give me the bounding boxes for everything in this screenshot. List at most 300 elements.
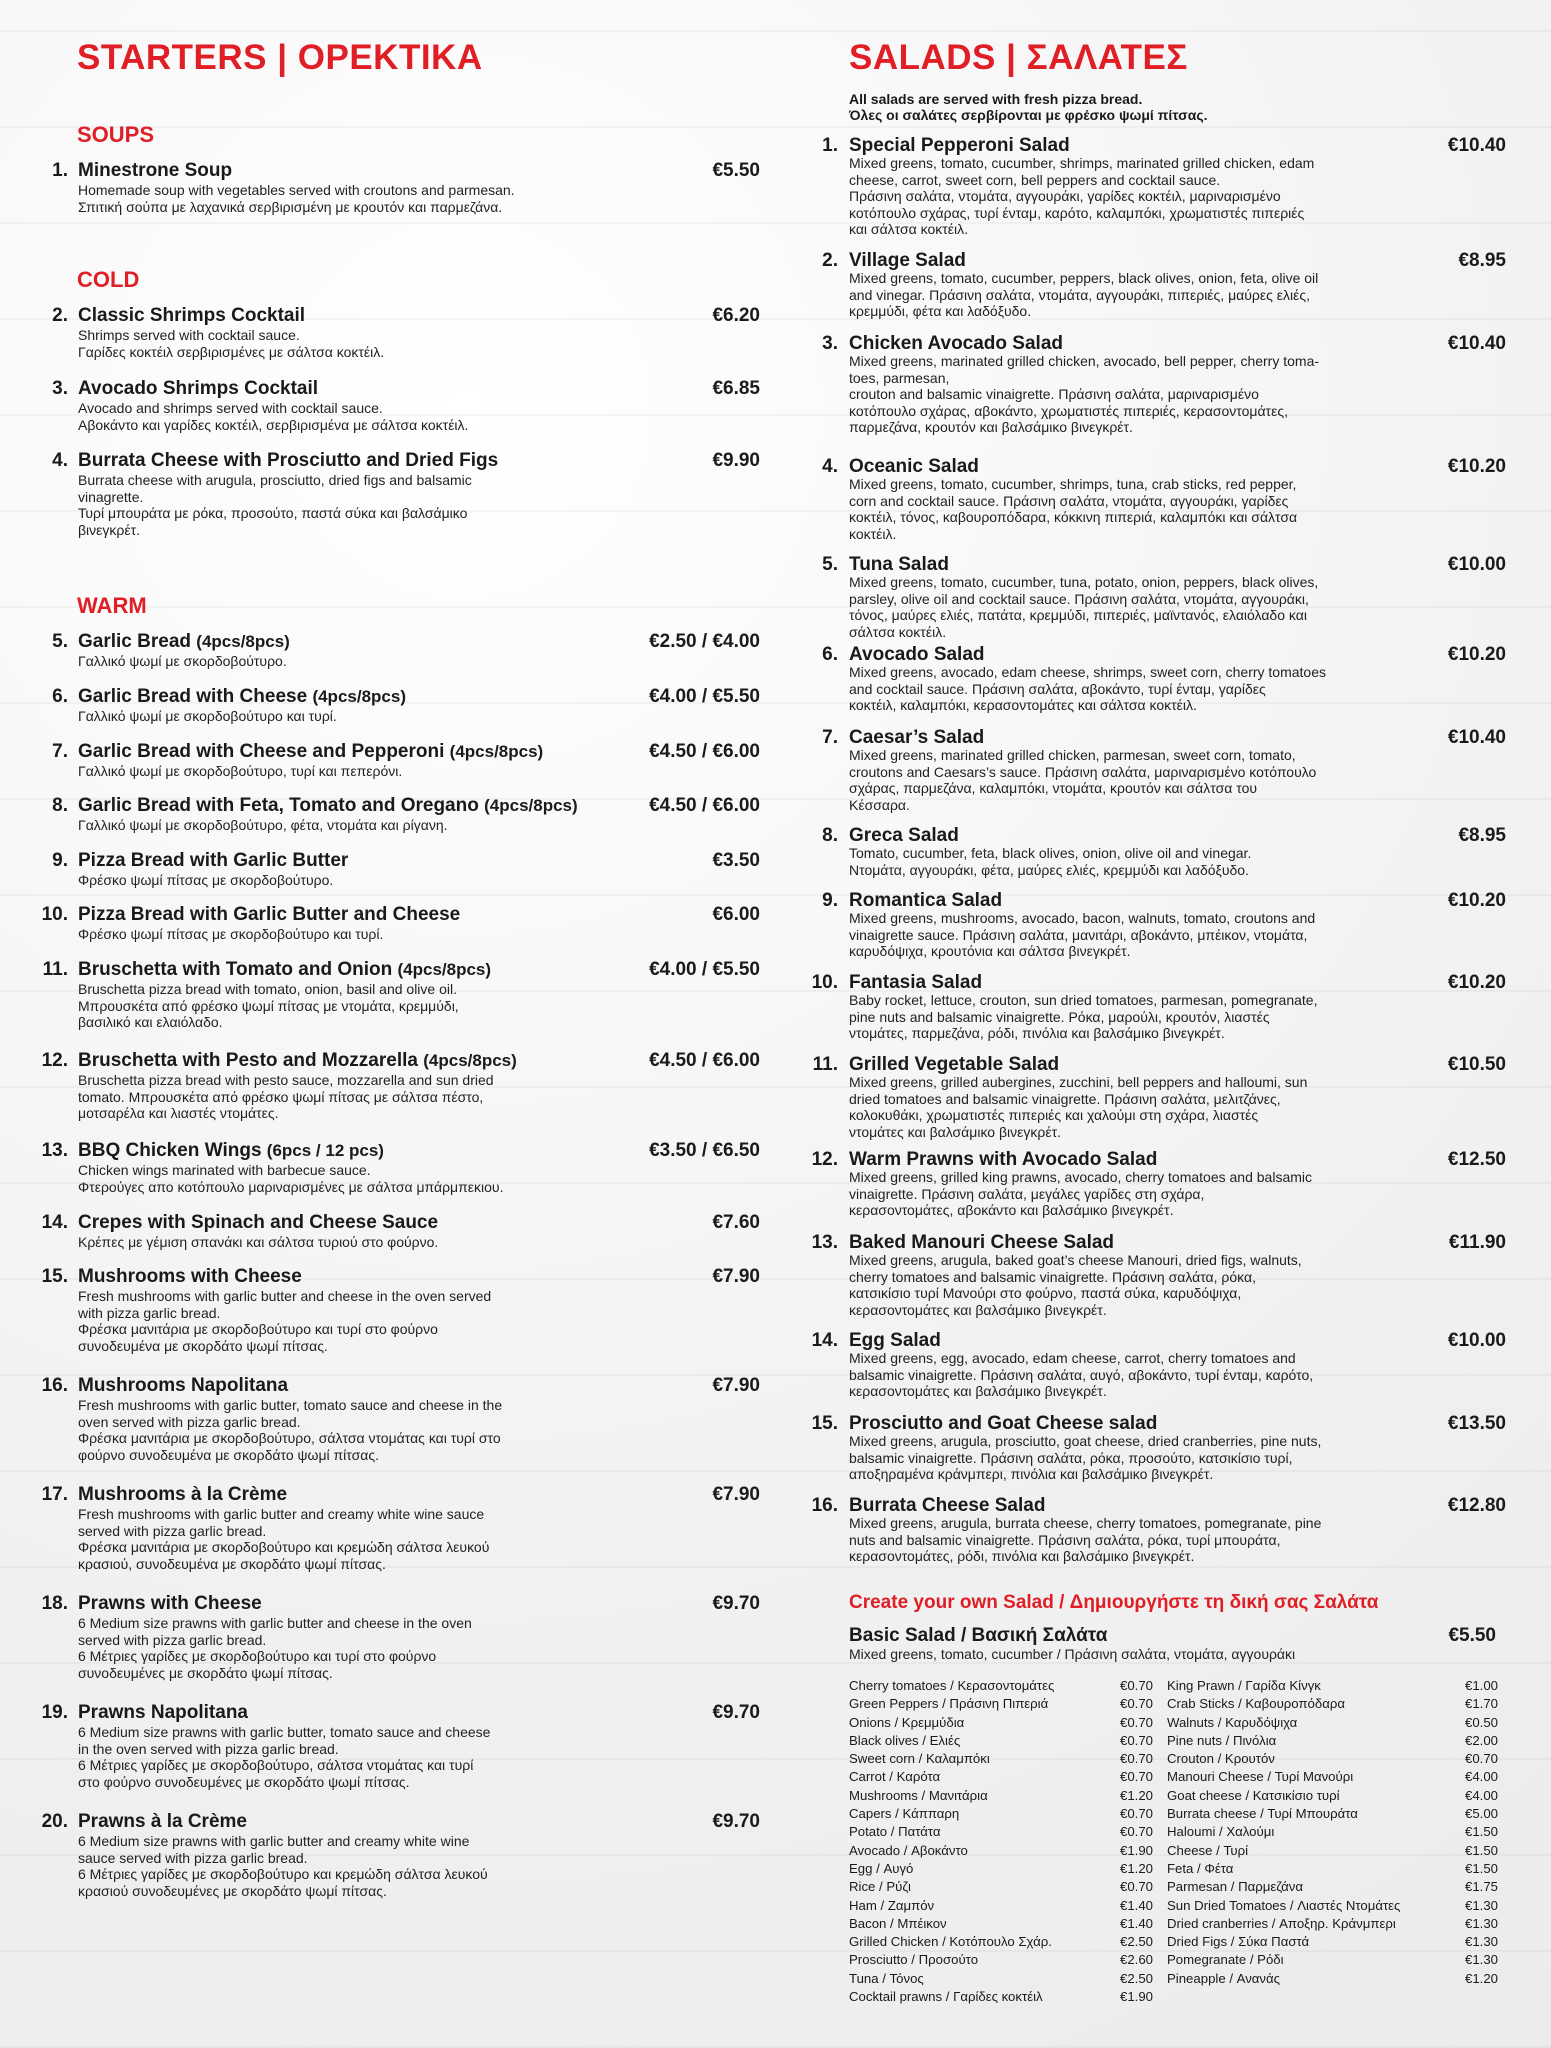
item-number: 8. (52, 795, 68, 816)
description-line: βινεγκρέτ. (78, 521, 141, 538)
item-number: 12. (41, 1050, 68, 1071)
item-number: 16. (811, 1495, 838, 1516)
item-name (78, 305, 305, 327)
description-line: Mixed greens, marinated grilled chicken, parmesan, sweet corn, tomato, (849, 747, 1296, 763)
extra-row (1167, 1933, 1498, 1951)
item-name (78, 631, 290, 653)
description-line: Φρέσκο ψωμί πίτσας με σκορδοβούτυρο και τυρί. (78, 926, 384, 942)
extra-row (849, 1732, 1153, 1750)
description-line: συνοδευμένες με σκορδάτο ψωμί πίτσας. (78, 1664, 333, 1681)
item-number: 5. (822, 554, 838, 575)
extra-row (849, 1988, 1153, 2006)
item-name-text: Classic Shrimps Cocktail (78, 305, 306, 326)
extra-name: Crab Sticks / Καβουροπόδαρα (1167, 1696, 1345, 1712)
item-price: €4.50 / €6.00 (649, 1050, 760, 1071)
extra-row (849, 1915, 1153, 1933)
description-line: Mixed greens, tomato, cucumber, shrimps, marinated grilled chicken, edam (849, 155, 1315, 171)
item-name-text: Avocado Shrimps Cocktail (78, 378, 319, 399)
extra-row (1167, 1695, 1498, 1713)
item-description (78, 1397, 618, 1463)
item-description (849, 845, 1429, 878)
item-description (849, 1169, 1429, 1219)
item-price: €4.50 / €6.00 (649, 795, 760, 816)
extra-name: Goat cheese / Κατσικίσιο τυρί (1167, 1787, 1340, 1803)
item-name (78, 959, 491, 981)
item-number: 13. (811, 1232, 838, 1253)
description-line: κοκτέιλ, τόνος, καβουροπόδαρα, κόκκινη πιπεριά, καλαμπόκι και σάλτσα (849, 509, 1298, 525)
description-line: καρυδόψιχα, κρουτόνια και σάλτσα βινεγκρέτ. (849, 943, 1131, 959)
extra-row (1167, 1970, 1498, 1988)
item-description (78, 708, 618, 725)
item-description (78, 1072, 618, 1122)
item-number: 7. (52, 741, 68, 762)
item-name-text: Prawns Napolitana (78, 1702, 248, 1723)
item-number: 2. (52, 305, 68, 326)
item-number: 7. (822, 727, 838, 748)
description-line: Αβοκάντο και γαρίδες κοκτέιλ, σερβιρισμένα με σάλτσα κοκτέιλ. (78, 416, 469, 433)
item-number: 9. (822, 890, 838, 911)
item-name (78, 1593, 262, 1615)
description-line: φούρνο συνοδευμένα με σκορδάτο ψωμί πίτσας. (78, 1446, 379, 1463)
description-line: Chicken wings marinated with barbecue sauce. (78, 1162, 371, 1178)
extra-price: €2.00 (1464, 1732, 1498, 1748)
item-number: 18. (41, 1593, 68, 1614)
description-line: Bruschetta pizza bread with tomato, onion, basil and olive oil. (78, 981, 457, 997)
extra-row (849, 1878, 1153, 1896)
extra-row (849, 1787, 1153, 1805)
item-name: Baked Manouri Cheese Salad (849, 1232, 1115, 1253)
item-name: Warm Prawns with Avocado Salad (849, 1149, 1158, 1170)
description-line: Mixed greens, marinated grilled chicken, avocado, bell pepper, cherry toma- (849, 353, 1320, 369)
description-line: Burrata cheese with arugula, prosciutto, dried figs and balsamic (78, 472, 472, 488)
item-number: 13. (41, 1140, 68, 1161)
item-number: 11. (812, 1054, 838, 1075)
description-line: Κρέπες με γέμιση σπανάκι και σάλτσα τυριού στο φούρνο. (78, 1234, 439, 1250)
item-price: €7.90 (712, 1484, 760, 1505)
item-price: €13.50 (1447, 1413, 1506, 1434)
item-description (78, 1234, 618, 1251)
description-line: Πράσινη σαλάτα, ντομάτα, αγγουράκι, γαρίδες κοκτέιλ, μαριναρισμένο (849, 188, 1281, 204)
item-name (78, 378, 318, 400)
item-description (849, 1433, 1429, 1483)
description-line: Bruschetta pizza bread with pesto sauce, mozzarella and sun dried (78, 1072, 494, 1088)
item-name: Egg Salad (849, 1330, 941, 1351)
description-line: Mixed greens, arugula, baked goat’s cheese Manouri, dried figs, walnuts, (849, 1252, 1302, 1268)
extra-name: Walnuts / Καρυδόψιχα (1167, 1714, 1298, 1730)
item-description (78, 400, 618, 433)
item-description (849, 270, 1429, 320)
extra-row (1167, 1915, 1498, 1933)
extra-name: Cocktail prawns / Γαρίδες κοκτέιλ (849, 1989, 1043, 2005)
extras-list-left (849, 1677, 1153, 2006)
item-description (849, 992, 1429, 1042)
item-price: €7.90 (712, 1266, 760, 1287)
extra-row (1167, 1842, 1498, 1860)
extra-price: €0.50 (1464, 1714, 1498, 1730)
description-line: nuts and balsamic vinaigrette. Πράσινη σαλάτα, ρόκα, τυρί μπουράτα, (849, 1531, 1281, 1548)
salads-title: SALADS | ΣΑΛΑΤΕΣ (849, 38, 1188, 77)
item-name-text: BBQ Chicken Wings (78, 1140, 262, 1161)
item-number: 3. (52, 378, 68, 399)
extra-row (849, 1842, 1153, 1860)
item-description (849, 664, 1429, 714)
item-name-text: Pizza Bread with Garlic Butter and Cheese (78, 904, 461, 925)
extra-price: €0.70 (1119, 1824, 1153, 1840)
basic-salad-price: €5.50 (1448, 1625, 1496, 1646)
description-line: ντομάτες, παρμεζάνα, ρόδι, πινόλια και βαλσάμικο βινεγκρέτ. (849, 1025, 1225, 1041)
extra-row (1167, 1897, 1498, 1915)
item-number: 8. (822, 825, 838, 846)
extra-name: Ham / Ζαμπόν (849, 1897, 935, 1913)
extra-row (849, 1768, 1153, 1786)
item-price: €4.50 / €6.00 (649, 741, 760, 762)
item-description (78, 1833, 618, 1899)
extra-name: Capers / Κάππαρη (849, 1806, 960, 1822)
description-line: σχάρας, παρμεζάνα, καλαμπόκι, ντομάτα, κρουτόν και σάλτσα του (849, 780, 1258, 796)
extra-name: Prosciutto / Προσούτο (849, 1952, 979, 1968)
description-line: Σπιτική σούπα με λαχανικά σερβιρισμένη με κρουτόν και παρμεζάνα. (78, 198, 503, 215)
description-line: sauce served with pizza garlic bread. (78, 1849, 308, 1866)
item-price: €10.40 (1447, 727, 1506, 748)
item-name: Caesar’s Salad (849, 727, 985, 748)
item-price: €3.50 (712, 850, 760, 871)
extra-name: Sweet corn / Καλαμπόκι (849, 1751, 990, 1767)
description-line: balsamic vinaigrette. Πράσινη σαλάτα, ρόκα, προσούτο, κατσικίσιο τυρί, (849, 1449, 1293, 1466)
item-portion: (4pcs/8pcs) (484, 796, 578, 815)
item-price: €10.00 (1447, 554, 1506, 575)
item-description (78, 763, 618, 780)
item-name: Burrata Cheese Salad (849, 1495, 1046, 1516)
description-line: αποξηραμένα κράνμπερι, πινόλια και βαλσάμικο βινεγκρέτ. (849, 1466, 1214, 1482)
item-name-text: Bruschetta with Pesto and Mozzarella (78, 1050, 418, 1071)
item-description (78, 1615, 618, 1681)
item-number: 10. (811, 972, 838, 993)
extra-row (1167, 1714, 1498, 1732)
extra-price: €4.00 (1464, 1787, 1498, 1803)
extra-price: €0.70 (1119, 1714, 1153, 1730)
warm-heading: WARM (77, 593, 147, 618)
extra-row (1167, 1860, 1498, 1878)
item-price: €10.20 (1447, 456, 1506, 477)
description-line: croutons and Caesars’s sauce. Πράσινη σαλάτα, μαριναρισμένο κοτόπουλο (849, 763, 1317, 780)
basic-salad-desc: Mixed greens, tomato, cucumber / Πράσινη σαλάτα, ντομάτα, αγγουράκι (849, 1646, 1296, 1662)
description-line: vinaigrette sauce. Πράσινη σαλάτα, μανιτάρι, αβοκάντο, μπέικον, ντομάτα, (849, 926, 1308, 943)
item-name: Fantasia Salad (849, 972, 983, 993)
extra-price: €1.75 (1464, 1879, 1498, 1895)
description-line: Γαλλικό ψωμί με σκορδοβούτυρο, φέτα, ντομάτα και ρίγανη. (78, 817, 448, 833)
item-description (78, 472, 618, 538)
extra-price: €0.70 (1119, 1806, 1153, 1822)
description-line: Φρέσκα μανιτάρια με σκορδοβούτυρο και τυρί στο φούρνο (78, 1321, 438, 1337)
description-line: cherry tomatoes and balsamic vinaigrette. Πράσινη σαλάτα, ρόκα, (849, 1268, 1256, 1285)
item-price: €10.20 (1447, 890, 1506, 911)
description-line: Τυρί μπουράτα με ρόκα, προσούτο, παστά σύκα και βαλσάμικο (78, 505, 468, 521)
extra-name: Black olives / Ελιές (849, 1732, 961, 1748)
extra-price: €0.70 (1119, 1732, 1153, 1748)
item-name (78, 1375, 288, 1397)
item-number: 1. (52, 160, 68, 181)
item-number: 15. (811, 1413, 838, 1434)
extra-price: €1.50 (1464, 1860, 1498, 1876)
extra-name: Avocado / Αβοκάντο (849, 1842, 968, 1858)
item-number: 14. (811, 1330, 838, 1351)
description-line: Homemade soup with vegetables served with croutons and parmesan. (78, 182, 515, 198)
cold-heading: COLD (77, 267, 140, 292)
description-line: with pizza garlic bread. (78, 1304, 221, 1321)
extra-price: €1.30 (1464, 1897, 1498, 1913)
description-line: κοκτέιλ, καλαμπόκι, κερασοντομάτες και σάλτσα κοκτέιλ. (849, 697, 1197, 713)
extra-row (849, 1823, 1153, 1841)
extra-row (849, 1951, 1153, 1969)
description-line: in the oven served with pizza garlic bread. (78, 1740, 339, 1757)
description-line: τόνος, μαύρες ελιές, πατάτα, κρεμμύδι, πιπεριές, μαϊντανός, ελαιόλαδο και (849, 607, 1307, 623)
item-description (78, 653, 618, 670)
item-name (78, 160, 232, 182)
item-name-text: Mushrooms with Cheese (78, 1266, 302, 1287)
description-line: Ντομάτα, αγγουράκι, φέτα, μαύρες ελιές, κρεμμύδι και λαδόξυδο. (849, 861, 1249, 878)
extra-price: €0.70 (1119, 1678, 1153, 1693)
extra-name: Grilled Chicken / Κοτόπουλο Σχάρ. (849, 1934, 1052, 1950)
description-line: and cocktail sauce. Πράσινη σαλάτα, αβοκάντο, τυρί ένταμ, γαρίδες (849, 680, 1266, 697)
item-name-text: Prawns à la Crème (78, 1811, 247, 1832)
item-name (78, 795, 578, 817)
extra-name: Dried cranberries / Αποξηρ. Κράνμπερι (1167, 1915, 1396, 1931)
description-line: παρμεζάνα, κρουτόν και βαλσάμικο βινεγκρέτ. (849, 419, 1133, 435)
description-line: Φρέσκο ψωμί πίτσας με σκορδοβούτυρο. (78, 872, 334, 888)
salads-note-gr: Όλες οι σαλάτες σερβίρονται με φρέσκο ψωμί πίτσας. (849, 107, 1208, 123)
description-line: Γαλλικό ψωμί με σκορδοβούτυρο, τυρί και πεπερόνι. (78, 763, 403, 779)
description-line: σάλτσα κοκτέιλ. (849, 623, 947, 640)
salads-note-en: All salads are served with fresh pizza bread. (849, 91, 1143, 107)
item-price: €10.20 (1447, 972, 1506, 993)
description-line: και σάλτσα κοκτέιλ. (849, 221, 968, 237)
description-line: balsamic vinaigrette. Πράσινη σαλάτα, αυγό, αβοκάντο, τυρί ένταμ, καρότο, (849, 1366, 1314, 1383)
item-name (78, 1266, 302, 1288)
description-line: κατσικίσιο τυρί Μανούρι στο φούρνο, παστά σύκα, καρυδόψιχα, (849, 1285, 1242, 1301)
extra-price: €1.40 (1119, 1915, 1153, 1931)
description-line: Mixed greens, arugula, prosciutto, goat cheese, dried cranberries, pine nuts, (849, 1433, 1322, 1449)
description-line: κρασιού, συνοδευμένα με σκορδάτο ψωμί πίτσας. (78, 1555, 386, 1572)
description-line: στο φούρνο συνοδευμένες με σκορδάτο ψωμί πίτσας. (78, 1773, 410, 1790)
item-description (78, 872, 618, 889)
item-price: €9.70 (712, 1702, 760, 1723)
description-line: tomato. Μπρουσκέτα από φρέσκο ψωμί πίτσας με σάλτσα πέστο, (78, 1088, 484, 1105)
description-line: Φρέσκα μανιτάρια με σκορδοβούτυρο και κρεμώδη σάλτσα λευκού (78, 1539, 490, 1555)
item-description (849, 1350, 1429, 1400)
item-price: €6.85 (712, 378, 760, 399)
extra-name: Pineapple / Ανανάς (1167, 1970, 1281, 1986)
item-portion: (4pcs/8pcs) (449, 742, 544, 761)
extra-price: €5.00 (1464, 1806, 1498, 1822)
extra-price: €1.20 (1119, 1860, 1153, 1876)
description-line: crouton and balsamic vinaigrette. Πράσινη σαλάτα, μαριναρισμένο (849, 386, 1259, 402)
extra-name: Bacon / Μπέικον (849, 1915, 947, 1931)
item-price: €10.00 (1447, 1330, 1506, 1351)
description-line: 6 Medium size prawns with garlic butter and cheese in the oven (78, 1615, 472, 1631)
item-name-text: Prawns with Cheese (78, 1593, 262, 1614)
extra-name: Burrata cheese / Τυρί Μπουράτα (1167, 1806, 1358, 1822)
item-description (78, 1506, 618, 1572)
description-line: pine nuts and balsamic vinaigrette. Ρόκα, μαρούλι, κρουτόν, λιαστές (849, 1008, 1270, 1025)
extra-name: Cherry tomatoes / Κερασοντομάτες (849, 1678, 1055, 1693)
item-name (78, 1050, 517, 1072)
description-line: toes, parmesan, (849, 369, 950, 386)
description-line: κοτόπουλο σχάρας, τυρί ένταμ, καρότο, καλαμπόκι, χρωματιστές πιπεριές (849, 204, 1305, 221)
item-price: €3.50 / €6.50 (649, 1140, 760, 1161)
item-name-text: Mushrooms à la Crème (78, 1484, 288, 1505)
item-name (78, 1811, 247, 1833)
extra-price: €0.70 (1464, 1751, 1498, 1767)
extra-row (1167, 1951, 1498, 1969)
description-line: 6 Medium size prawns with garlic butter and creamy white wine (78, 1833, 470, 1849)
extra-price: €1.70 (1464, 1696, 1498, 1712)
description-line: Tomato, cucumber, feta, black olives, onion, olive oil and vinegar. (849, 845, 1252, 861)
description-line: Mixed greens, egg, avocado, edam cheese, carrot, cherry tomatoes and (849, 1350, 1296, 1366)
description-line: Γαλλικό ψωμί με σκορδοβούτυρο. (78, 653, 287, 669)
description-line: Φτερούγες απο κοτόπουλο μαριναρισμένες με σάλτσα μπάρμπεκιου. (78, 1178, 504, 1195)
description-line: Mixed greens, tomato, cucumber, peppers, black olives, onion, feta, olive oil (849, 270, 1319, 286)
item-number: 4. (822, 456, 838, 477)
item-name: Greca Salad (849, 825, 959, 846)
extra-name: Egg / Αυγό (849, 1860, 914, 1876)
item-name-text: Garlic Bread (78, 631, 191, 652)
item-name: Avocado Salad (849, 644, 985, 665)
item-name (78, 686, 406, 708)
item-number: 19. (41, 1702, 68, 1723)
description-line: 6 Medium size prawns with garlic butter, tomato sauce and cheese (78, 1724, 491, 1740)
extra-price: €2.50 (1119, 1934, 1153, 1950)
description-line: Avocado and shrimps served with cocktail sauce. (78, 400, 383, 416)
description-line: κολοκυθάκι, χρωματιστές πιπεριές και χαλούμι στη σχάρα, λιαστές (849, 1107, 1259, 1123)
description-line: and vinegar. Πράσινη σαλάτα, ντομάτα, αγγουράκι, πιπεριές, μαύρες ελιές, (849, 286, 1310, 303)
extra-price: €1.00 (1464, 1678, 1498, 1693)
item-portion: (4pcs/8pcs) (196, 632, 290, 651)
item-number: 17. (41, 1484, 68, 1505)
description-line: Baby rocket, lettuce, crouton, sun dried tomatoes, parmesan, pomegranate, (849, 992, 1318, 1008)
item-price: €9.70 (712, 1593, 760, 1614)
item-description (849, 476, 1429, 542)
extra-name: Carrot / Καρότα (849, 1769, 941, 1785)
description-line: Mixed greens, tomato, cucumber, shrimps, tuna, crab sticks, red pepper, (849, 476, 1297, 492)
item-portion: (6pcs / 12 pcs) (266, 1141, 384, 1160)
item-price: €4.00 / €5.50 (649, 686, 760, 707)
extra-price: €1.90 (1119, 1989, 1153, 2005)
item-description (78, 926, 618, 943)
extra-name: Onions / Κρεμμύδια (849, 1714, 965, 1730)
item-name-text: Garlic Bread with Feta, Tomato and Oregano (78, 795, 479, 816)
description-line: served with pizza garlic bread. (78, 1631, 267, 1648)
item-number: 15. (41, 1266, 68, 1287)
item-price: €2.50 / €4.00 (649, 631, 760, 652)
extra-price: €1.50 (1464, 1842, 1498, 1858)
item-number: 16. (41, 1375, 68, 1396)
extra-name: Rice / Ρύζι (849, 1879, 911, 1895)
extra-row (1167, 1732, 1498, 1750)
item-description (849, 574, 1429, 640)
item-name: Chicken Avocado Salad (849, 333, 1063, 354)
description-line: parsley, olive oil and cocktail sauce. Πράσινη σαλάτα, ντομάτα, αγγουράκι, (849, 590, 1309, 607)
item-name: Grilled Vegetable Salad (849, 1054, 1060, 1075)
item-name (78, 450, 498, 472)
item-name: Romantica Salad (849, 890, 1003, 911)
extra-price: €1.30 (1464, 1952, 1498, 1968)
item-price: €7.60 (712, 1212, 760, 1233)
item-price: €7.90 (712, 1375, 760, 1396)
extra-row (849, 1805, 1153, 1823)
extra-price: €1.20 (1464, 1970, 1498, 1986)
description-line: μοτσαρέλα και λιαστές ντομάτες. (78, 1105, 279, 1121)
item-number: 3. (822, 333, 838, 354)
extra-name: Feta / Φέτα (1167, 1860, 1234, 1876)
description-line: dried tomatoes and balsamic vinaigrette. Πράσινη σαλάτα, μελιτζάνες, (849, 1090, 1281, 1107)
item-description (78, 327, 618, 360)
extra-price: €1.20 (1119, 1787, 1153, 1803)
description-line: Mixed greens, grilled king prawns, avocado, cherry tomatoes and balsamic (849, 1169, 1313, 1185)
description-line: Fresh mushrooms with garlic butter and cheese in the oven served (78, 1288, 492, 1304)
extra-name: Haloumi / Χαλούμι (1167, 1824, 1275, 1840)
item-number: 2. (822, 250, 838, 271)
item-number: 20. (41, 1811, 68, 1832)
extra-row (849, 1677, 1153, 1695)
item-description (849, 1252, 1429, 1318)
description-line: Φρέσκα μανιτάρια με σκορδοβούτυρο, σάλτσα ντομάτας και τυρί στο (78, 1430, 501, 1446)
item-price: €9.90 (712, 450, 760, 471)
item-number: 9. (52, 850, 68, 871)
extra-row (849, 1860, 1153, 1878)
item-price: €8.95 (1458, 825, 1506, 846)
description-line: ντομάτες και βαλσάμικο βινεγκρέτ. (849, 1123, 1061, 1140)
extra-price: €1.90 (1119, 1842, 1153, 1858)
extra-name: Dried Figs / Σύκα Παστά (1167, 1934, 1310, 1950)
description-line: συνοδευμένα με σκορδάτο ψωμί πίτσας. (78, 1337, 328, 1354)
item-description (849, 910, 1429, 960)
item-description (78, 817, 618, 834)
description-line: κρασιού συνοδευμένες με σκορδάτο ψωμί πίτσας. (78, 1882, 387, 1899)
extra-name: Manouri Cheese / Τυρί Μανούρι (1167, 1769, 1354, 1785)
extra-price: €1.30 (1464, 1915, 1498, 1931)
extra-row (1167, 1677, 1498, 1695)
extra-name: Potato / Πατάτα (849, 1824, 941, 1840)
item-description (78, 981, 618, 1031)
description-line: cheese, carrot, sweet corn, bell peppers and cocktail sauce. (849, 171, 1221, 188)
description-line: βασιλικό και ελαιόλαδο. (78, 1014, 223, 1030)
description-line: Γαλλικό ψωμί με σκορδοβούτυρο και τυρί. (78, 708, 337, 724)
description-line: Γαρίδες κοκτέιλ σερβιρισμένες με σάλτσα κοκτέιλ. (78, 343, 385, 360)
item-name (78, 850, 348, 872)
extra-price: €0.70 (1119, 1769, 1153, 1785)
extra-row (849, 1750, 1153, 1768)
item-portion: (4pcs/8pcs) (397, 960, 492, 979)
item-description (78, 1162, 618, 1195)
item-price: €6.20 (712, 305, 760, 326)
item-name-text: Mushrooms Napolitana (78, 1375, 289, 1396)
description-line: Fresh mushrooms with garlic butter, tomato sauce and cheese in the (78, 1397, 503, 1413)
description-line: served with pizza garlic bread. (78, 1522, 267, 1539)
item-description (78, 182, 618, 215)
item-price: €4.00 / €5.50 (649, 959, 760, 980)
extra-row (1167, 1805, 1498, 1823)
item-portion: (4pcs/8pcs) (423, 1051, 517, 1070)
soups-heading: SOUPS (77, 122, 155, 147)
description-line: Shrimps served with cocktail sauce. (78, 327, 300, 343)
extra-name: Tuna / Τόνος (849, 1970, 924, 1986)
description-line: κοτόπουλο σχάρας, αβοκάντο, χρωματιστές πιπεριές, κερασοντομάτες, (849, 402, 1288, 419)
extra-row (1167, 1823, 1498, 1841)
item-price: €10.40 (1447, 333, 1506, 354)
item-name (78, 1140, 384, 1162)
description-line: Μπρουσκέτα από φρέσκο ψωμί πίτσας με ντομάτα, κρεμμύδι, (78, 997, 459, 1014)
description-line: Mixed greens, tomato, cucumber, tuna, potato, onion, peppers, black olives, (849, 574, 1319, 590)
